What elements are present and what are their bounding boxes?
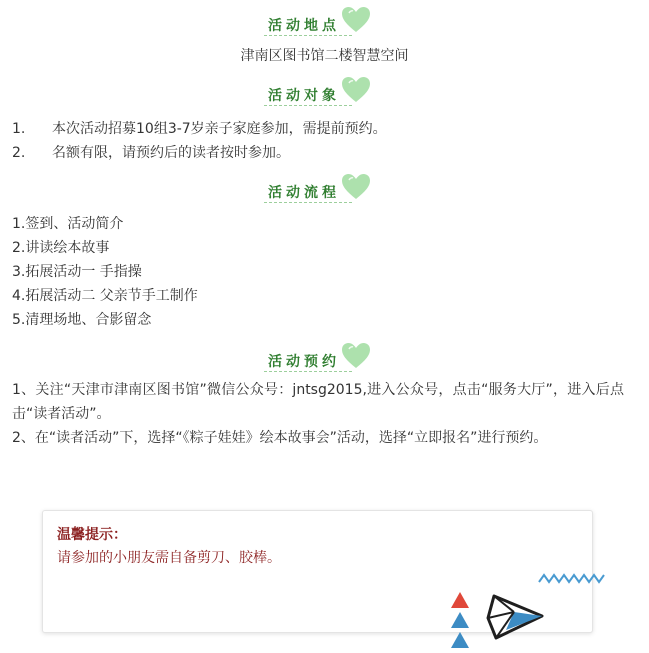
gem-shape-icon [484,592,548,642]
heading-underline [264,202,352,203]
process-step: 3.拓展活动一 手指操 [12,264,142,280]
wave-decoration-icon [538,572,606,584]
heart-icon [340,74,372,106]
process-step: 5.清理场地、合影留念 [12,312,152,328]
booking-step-1: 1、关注“天津市津南区图书馆”微信公众号：jntsg2015,进入公众号，点击“服务大厅”，进入后点击“读者活动”。 [12,382,624,422]
booking-heading-text: 活动预约 [268,354,340,370]
heading-underline [264,35,352,36]
process-heading [0,171,649,205]
list-item-number: 1. [12,121,26,137]
location-heading-text: 活动地点 [268,18,340,34]
process-step: 4.拓展活动二 父亲节手工制作 [12,288,198,304]
heart-icon [340,4,372,36]
list-item-text: 本次活动招募10组3-7岁亲子家庭参加，需提前预约。 [52,121,387,137]
list-item-text: 名额有限，请预约后的读者按时参加。 [52,145,290,161]
location-text: 津南区图书馆二楼智慧空间 [240,48,409,64]
booking-step-2: 2、在“读者活动”下，选择“《粽子娃娃》绘本故事会”活动，选择“立即报名”进行预约。 [12,430,548,446]
list-item [12,118,387,138]
audience-heading [0,74,649,108]
heading-underline [264,105,352,106]
audience-heading-text: 活动对象 [268,88,340,104]
list-item-number: 2. [12,145,26,161]
booking-heading [0,340,649,374]
heading-underline [264,371,352,372]
tip-title: 温馨提示： [57,527,127,543]
process-step: 1.签到、活动简介 [12,216,124,232]
heart-icon [340,171,372,203]
location-heading [0,4,649,38]
heart-icon [340,340,372,372]
process-step: 2.讲读绘本故事 [12,240,110,256]
tip-body: 请参加的小朋友需自备剪刀、胶棒。 [57,550,281,566]
stacked-triangles-icon [448,590,472,650]
list-item [12,142,290,162]
process-heading-text: 活动流程 [268,185,340,201]
